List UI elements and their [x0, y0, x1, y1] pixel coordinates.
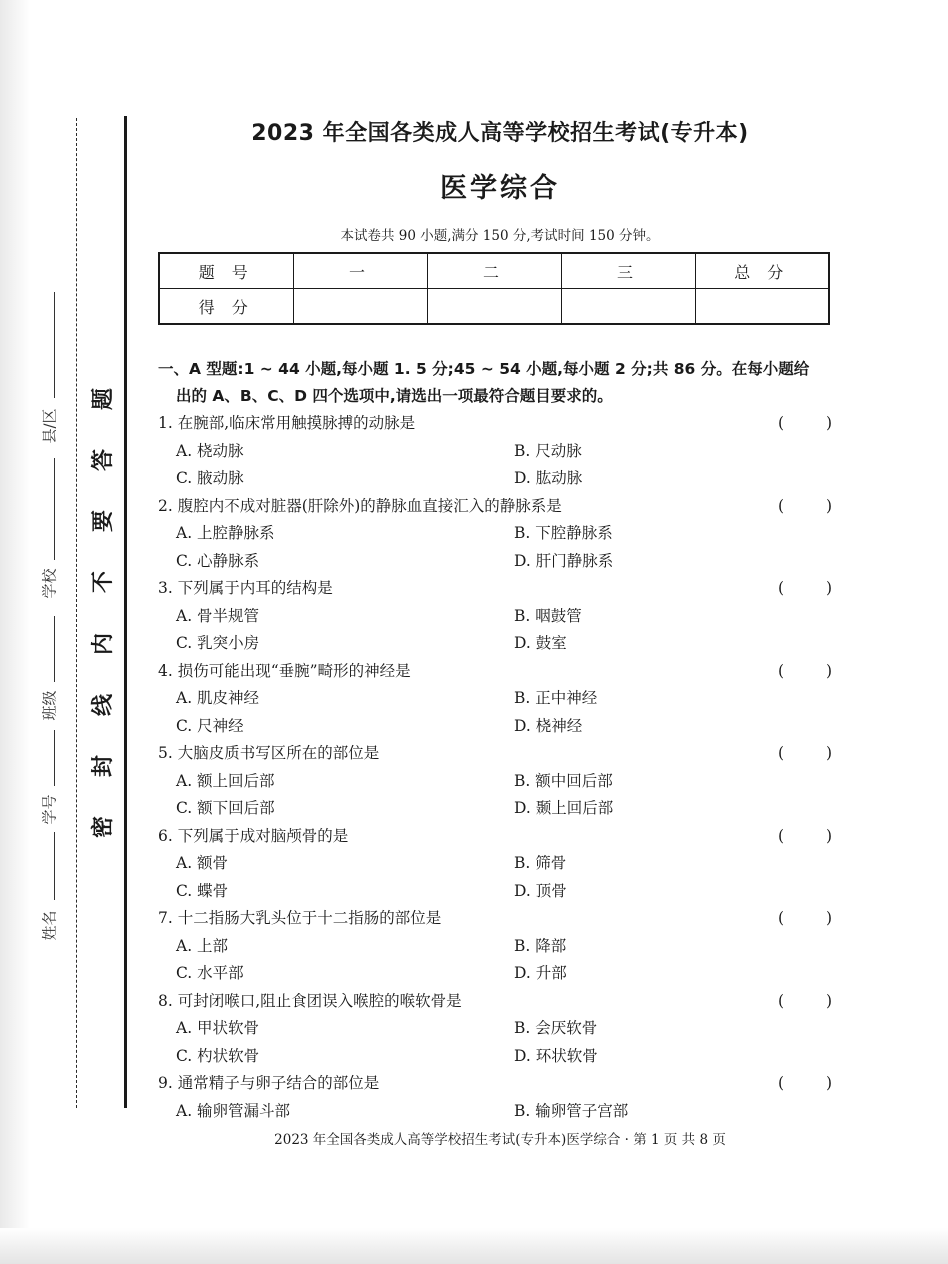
paren-open: ( — [778, 579, 785, 597]
paren-close: ) — [825, 496, 832, 515]
answer-option: C. 蝶骨 — [176, 881, 229, 900]
answer-option: B. 正中神经 — [514, 689, 598, 707]
paren-close: ) — [825, 826, 832, 845]
answer-option: B. 额中回后部 — [514, 771, 613, 790]
county-label: 县/区 — [40, 408, 59, 444]
option-row — [158, 878, 838, 906]
answer-option: C. 乳突小房 — [176, 634, 260, 652]
paren-close: ) — [825, 909, 832, 927]
page-shadow-bottom — [0, 1228, 948, 1264]
answer-parentheses[interactable] — [778, 410, 832, 438]
answer-parentheses[interactable] — [778, 493, 832, 521]
score-cell[interactable] — [695, 289, 829, 325]
school-field[interactable] — [36, 560, 62, 606]
answer-option: D. 颞上回后部 — [514, 799, 614, 817]
question-text: 3. 下列属于内耳的结构是 — [158, 579, 333, 597]
option-row — [158, 630, 838, 658]
answer-option: B. 下腔静脉系 — [514, 524, 613, 542]
answer-parentheses[interactable] — [778, 1070, 832, 1098]
score-cell[interactable] — [427, 289, 561, 325]
score-table-label-cell: 得 分 — [159, 289, 293, 325]
option-row — [158, 960, 838, 988]
section-heading-line: 出的 A、B、C、D 四个选项中,请选出一项最符合题目要求的。 — [176, 387, 613, 405]
question-stem — [158, 410, 838, 438]
class-field[interactable] — [36, 682, 62, 728]
paren-close: ) — [825, 579, 832, 597]
option-row — [158, 685, 838, 713]
student-id-field[interactable] — [36, 786, 62, 832]
question-stem — [158, 905, 838, 933]
question-text: 8. 可封闭喉口,阻止食团误入喉腔的喉软骨是 — [158, 991, 462, 1010]
question-stem — [158, 740, 838, 768]
school-line — [54, 458, 55, 560]
answer-option: D. 桡神经 — [514, 716, 583, 735]
answer-option: B. 输卵管子宫部 — [514, 1101, 629, 1120]
paren-close: ) — [825, 1074, 832, 1092]
answer-option: B. 尺动脉 — [514, 441, 582, 460]
student-id-line — [54, 730, 55, 786]
option-row — [158, 795, 838, 823]
answer-parentheses[interactable] — [778, 823, 832, 851]
option-row — [158, 520, 838, 548]
seal-char: 内 — [90, 632, 116, 655]
answer-option: B. 会厌软骨 — [514, 1019, 598, 1037]
seal-char: 封 — [90, 754, 116, 777]
option-row — [158, 465, 838, 493]
paren-close: ) — [825, 744, 832, 762]
paren-open: ( — [778, 744, 785, 762]
seal-warning — [87, 388, 121, 838]
answer-option: B. 筛骨 — [514, 854, 567, 872]
option-row — [158, 1098, 838, 1126]
question-text: 1. 在腕部,临床常用触摸脉搏的动脉是 — [158, 414, 416, 432]
school-label: 学校 — [40, 568, 59, 599]
paren-open: ( — [778, 909, 785, 927]
answer-option: D. 肱动脉 — [514, 469, 583, 487]
score-cell[interactable] — [293, 289, 427, 325]
option-row — [158, 933, 838, 961]
score-table-label-cell: 题 号 — [159, 253, 293, 289]
score-table-header-row — [159, 253, 829, 289]
answer-option: A. 骨半规管 — [176, 606, 260, 625]
option-row — [158, 548, 838, 576]
page-footer: 2023 年全国各类成人高等学校招生考试(专升本)医学综合 · 第 1 页 共 8 页 — [274, 1132, 726, 1148]
answer-option: A. 上腔静脉系 — [176, 524, 275, 542]
question-text: 5. 大脑皮质书写区所在的部位是 — [158, 744, 380, 762]
question-stem — [158, 575, 838, 603]
question-stem — [158, 1070, 838, 1098]
seal-char: 线 — [90, 693, 116, 716]
question-stem — [158, 493, 838, 521]
paren-open: ( — [778, 414, 785, 432]
score-table — [158, 252, 830, 325]
name-line — [54, 832, 55, 900]
name-label: 姓名 — [40, 910, 59, 941]
answer-parentheses[interactable] — [778, 905, 832, 933]
section-heading — [158, 356, 838, 410]
question-text: 9. 通常精子与卵子结合的部位是 — [158, 1074, 380, 1092]
question-text: 4. 损伤可能出现“垂腕”畸形的神经是 — [158, 661, 411, 680]
county-line — [54, 292, 55, 398]
option-row — [158, 603, 838, 631]
class-line — [54, 616, 55, 682]
answer-parentheses[interactable] — [778, 740, 832, 768]
answer-parentheses[interactable] — [778, 658, 832, 686]
answer-option: C. 心静脉系 — [176, 551, 260, 570]
question-stem — [158, 988, 838, 1016]
paren-open: ( — [778, 1074, 785, 1092]
answer-option: D. 顶骨 — [514, 881, 567, 900]
score-table-header-cell: 一 — [293, 253, 427, 289]
answer-option: D. 肝门静脉系 — [514, 551, 614, 570]
paren-open: ( — [778, 826, 785, 845]
question-stem — [158, 658, 838, 686]
answer-option: A. 额上回后部 — [176, 771, 275, 790]
paren-open: ( — [778, 991, 785, 1010]
answer-option: D. 鼓室 — [514, 634, 567, 652]
name-field[interactable] — [36, 900, 62, 950]
option-row — [158, 438, 838, 466]
answer-option: C. 杓状软骨 — [176, 1046, 260, 1065]
answer-parentheses[interactable] — [778, 988, 832, 1016]
answer-parentheses[interactable] — [778, 575, 832, 603]
exam-info: 本试卷共 90 小题,满分 150 分,考试时间 150 分钟。 — [340, 228, 660, 244]
score-table-header-cell: 总 分 — [695, 253, 829, 289]
option-row — [158, 850, 838, 878]
question-text: 6. 下列属于成对脑颅骨的是 — [158, 826, 349, 845]
seal-char: 题 — [90, 387, 116, 411]
question-list — [158, 410, 838, 1125]
answer-option: C. 额下回后部 — [176, 799, 275, 817]
paren-close: ) — [825, 414, 832, 432]
option-row — [158, 1043, 838, 1071]
subject-title: 医学综合 — [440, 173, 560, 204]
answer-option: C. 腋动脉 — [176, 469, 244, 487]
score-table-score-row — [159, 289, 829, 325]
answer-option: A. 输卵管漏斗部 — [176, 1101, 291, 1120]
student-id-label: 学号 — [40, 794, 59, 825]
seal-char: 答 — [90, 449, 116, 472]
option-row — [158, 713, 838, 741]
section-heading-line: 一、A 型题:1 ~ 44 小题,每小题 1. 5 分;45 ~ 54 小题,每小题 2 分;共 86 分。在每小题给 — [158, 360, 810, 378]
class-label: 班级 — [40, 690, 59, 721]
seal-char: 密 — [90, 815, 116, 838]
answer-option: A. 肌皮神经 — [176, 689, 260, 707]
answer-option: A. 桡动脉 — [176, 441, 244, 460]
answer-option: D. 环状软骨 — [514, 1046, 598, 1065]
question-stem — [158, 823, 838, 851]
answer-option: A. 甲状软骨 — [176, 1019, 260, 1037]
binding-solid-line — [124, 116, 127, 1108]
paren-close: ) — [825, 991, 832, 1010]
county-field[interactable] — [36, 398, 62, 458]
exam-main-title: 2023 年全国各类成人高等学校招生考试(专升本) — [251, 121, 749, 146]
answer-option: A. 上部 — [176, 936, 229, 955]
score-table-header-cell: 三 — [561, 253, 695, 289]
answer-option: B. 咽鼓管 — [514, 606, 582, 625]
question-text: 7. 十二指肠大乳头位于十二指肠的部位是 — [158, 909, 442, 927]
answer-option: C. 尺神经 — [176, 716, 244, 735]
answer-option: A. 额骨 — [176, 854, 229, 872]
paren-open: ( — [778, 661, 785, 680]
score-cell[interactable] — [561, 289, 695, 325]
score-table-header-cell: 二 — [427, 253, 561, 289]
answer-option: D. 升部 — [514, 964, 567, 982]
option-row — [158, 768, 838, 796]
binding-dashed-line — [76, 118, 77, 1108]
option-row — [158, 1015, 838, 1043]
paren-open: ( — [778, 496, 785, 515]
seal-char: 不 — [90, 571, 116, 594]
paren-close: ) — [825, 661, 832, 680]
question-text: 2. 腹腔内不成对脏器(肝除外)的静脉血直接汇入的静脉系是 — [158, 496, 562, 515]
page-shadow-left — [0, 0, 30, 1264]
answer-option: B. 降部 — [514, 936, 567, 955]
seal-char: 要 — [90, 510, 116, 533]
answer-option: C. 水平部 — [176, 964, 244, 982]
